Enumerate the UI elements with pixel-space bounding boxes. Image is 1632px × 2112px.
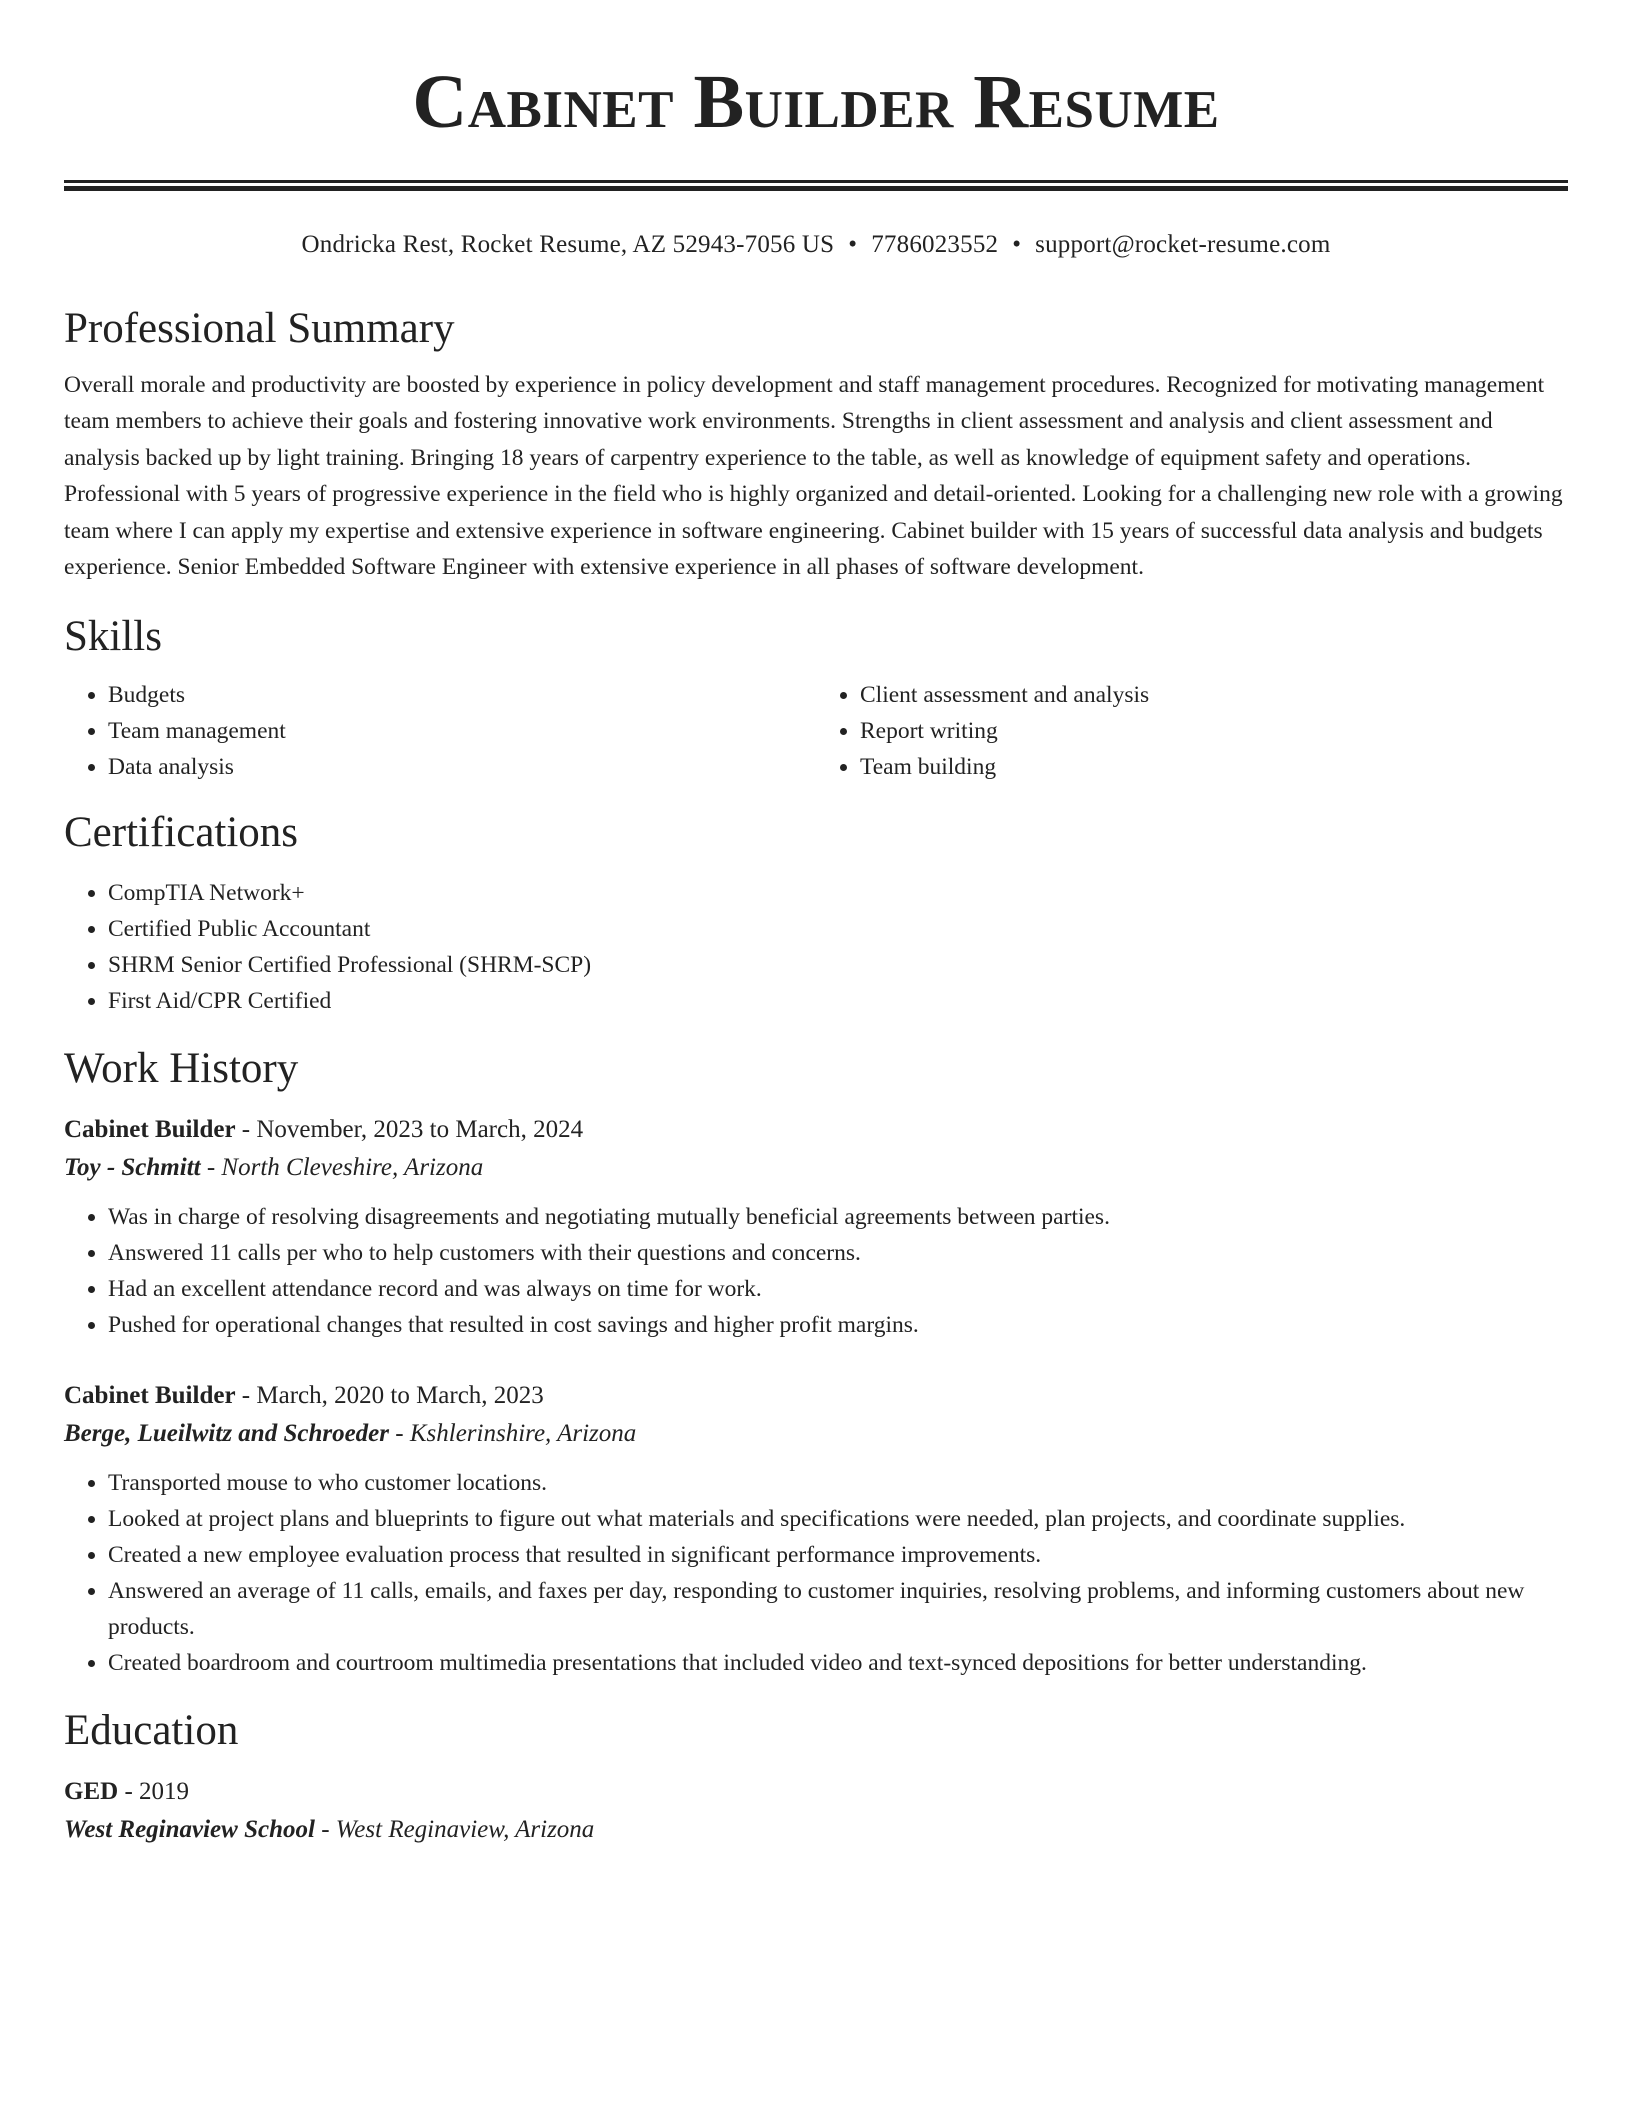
- skills-heading: Skills: [64, 613, 162, 661]
- skill-item: • Data analysis: [108, 749, 816, 785]
- job-title: Cabinet Builder: [64, 1116, 236, 1144]
- job-bullets: [64, 1465, 1568, 1681]
- job-employer-line: [64, 1415, 1568, 1453]
- skills-list-right: [816, 677, 1568, 785]
- summary-section: [64, 301, 1568, 585]
- school-location: - West Reginaview, Arizona: [314, 1816, 595, 1844]
- job-title: Cabinet Builder: [64, 1382, 236, 1410]
- job-entry: [64, 1377, 1568, 1681]
- job-bullet: • Transported mouse to who customer locations.: [108, 1465, 1568, 1501]
- job-bullet: • Pushed for operational changes that resulted in cost savings and higher profit margins.: [108, 1307, 1568, 1343]
- job-title-line: [64, 1111, 1568, 1149]
- school-name: West Reginaview School: [64, 1816, 315, 1844]
- title-divider: [64, 180, 1568, 191]
- school-line: [64, 1811, 1568, 1849]
- job-title-line: [64, 1377, 1568, 1415]
- skills-grid: [64, 677, 1568, 785]
- certification-item: • First Aid/CPR Certified: [108, 983, 1568, 1019]
- job-company: Toy - Schmitt: [64, 1154, 201, 1182]
- skill-item: • Team management: [108, 713, 816, 749]
- work-history-section: [64, 1041, 1568, 1681]
- job-employer-line: [64, 1149, 1568, 1187]
- job-bullet: • Created a new employee evaluation process that resulted in significant performance improvements.: [108, 1537, 1568, 1573]
- contact-email: support@rocket-resume.com: [1035, 231, 1331, 258]
- education-heading: Education: [64, 1707, 239, 1755]
- certifications-list: [64, 875, 1568, 1019]
- skills-section: [64, 609, 1568, 785]
- skills-list-left: [64, 677, 816, 785]
- job-bullets: [64, 1199, 1568, 1343]
- job-bullet: • Looked at project plans and blueprints to figure out what materials and specifications were needed, plan projects, and coordinate supplies.: [108, 1501, 1568, 1537]
- certifications-section: [64, 805, 1568, 1019]
- job-bullet: • Had an excellent attendance record and was always on time for work.: [108, 1271, 1568, 1307]
- skill-item: • Budgets: [108, 677, 816, 713]
- education-section: [64, 1703, 1568, 1849]
- summary-text: Overall morale and productivity are boosted by experience in policy development and staff management procedures. Recognized for motivating management team members to achieve their goals and fostering innovative work environments. Strengths in client assessment and analysis and client assessment and analysis backed up by light training. Bringing 18 years of carpentry experience to the table, as well as knowledge of equipment safety and operations. Professional with 5 years of progressive experience in the field who is highly organized and detail-oriented. Looking for a challenging new role with a growing team where I can apply my expertise and extensive experience in software engineering. Cabinet builder with 15 years of successful data analysis and budgets experience. Senior Embedded Software Engineer with extensive experience in all phases of software development.: [64, 372, 1563, 581]
- degree-line: [64, 1773, 1568, 1811]
- contact-separator: •: [848, 231, 858, 258]
- contact-address: Ondricka Rest, Rocket Resume, AZ 52943-7056 US: [301, 231, 835, 258]
- job-dates: - March, 2020 to March, 2023: [235, 1382, 544, 1410]
- job-bullet: • Was in charge of resolving disagreements and negotiating mutually beneficial agreements between parties.: [108, 1199, 1568, 1235]
- skill-item: • Client assessment and analysis: [860, 677, 1568, 713]
- contact-phone: 7786023552: [871, 231, 999, 258]
- job-entry: [64, 1111, 1568, 1343]
- graduation-year: - 2019: [118, 1778, 190, 1806]
- contact-separator: •: [1012, 231, 1022, 258]
- contact-line: [64, 227, 1568, 263]
- certification-item: • Certified Public Accountant: [108, 911, 1568, 947]
- job-company: Berge, Lueilwitz and Schroeder: [64, 1420, 390, 1448]
- job-bullet: • Created boardroom and courtroom multimedia presentations that included video and text-synced depositions for better understanding.: [108, 1645, 1568, 1681]
- certifications-heading: Certifications: [64, 809, 299, 857]
- education-entry: [64, 1773, 1568, 1849]
- job-dates: - November, 2023 to March, 2024: [235, 1116, 584, 1144]
- certification-item: • SHRM Senior Certified Professional (SHRM-SCP): [108, 947, 1568, 983]
- skill-item: • Team building: [860, 749, 1568, 785]
- certification-item: • CompTIA Network+: [108, 875, 1568, 911]
- work-history-heading: Work History: [64, 1045, 299, 1093]
- job-bullet: • Answered an average of 11 calls, emails, and faxes per day, responding to customer inquiries, resolving problems, and informing customers about new products.: [108, 1573, 1568, 1645]
- resume-title: Cabinet Builder Resume: [412, 60, 1220, 144]
- job-bullet: • Answered 11 calls per who to help customers with their questions and concerns.: [108, 1235, 1568, 1271]
- job-location: - Kshlerinshire, Arizona: [389, 1420, 637, 1448]
- job-location: - North Cleveshire, Arizona: [200, 1154, 484, 1182]
- degree: GED: [64, 1778, 119, 1806]
- summary-heading: Professional Summary: [64, 305, 455, 352]
- skill-item: • Report writing: [860, 713, 1568, 749]
